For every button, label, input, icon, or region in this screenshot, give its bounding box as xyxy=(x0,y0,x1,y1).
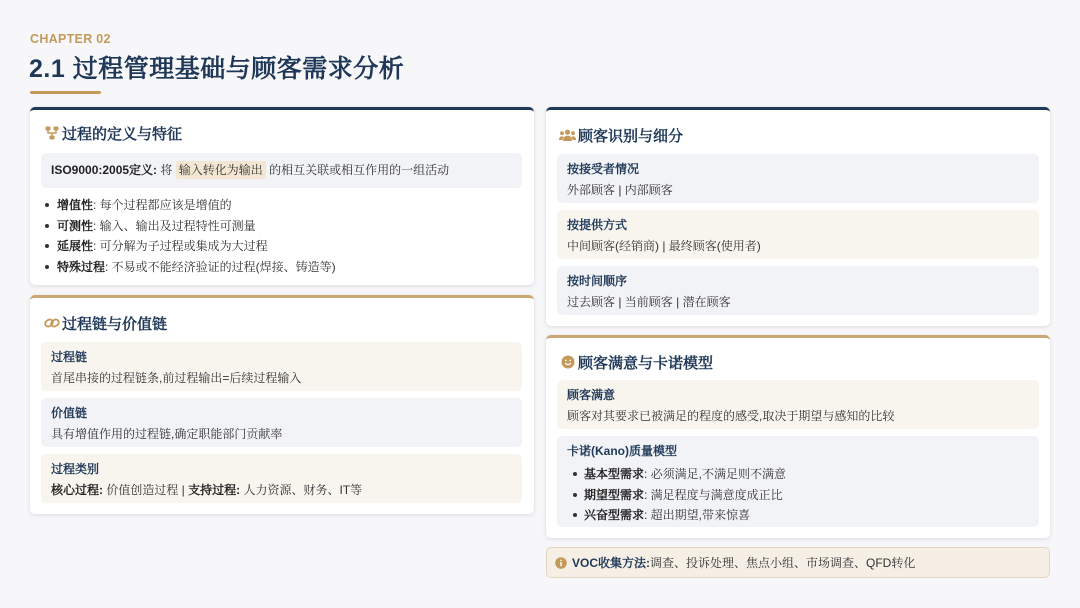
box-title: 过程链 xyxy=(51,350,88,364)
definition-label: ISO9000:2005定义: xyxy=(51,163,158,177)
feature-term: 增值性 xyxy=(57,198,94,212)
box-title: 按提供方式 xyxy=(567,218,628,232)
list-item xyxy=(44,236,336,257)
feature-term: 特殊过程 xyxy=(57,260,106,275)
kano-text: : 必须满足,不满足则不满意 xyxy=(644,467,787,481)
voc-label: VOC收集方法: xyxy=(572,556,651,570)
box-title: 按接受者情况 xyxy=(567,162,640,176)
process-features-list xyxy=(44,195,336,278)
voc-text: 调查、投诉处理、焦点小组、市场调查、QFD转化 xyxy=(650,556,916,570)
kano-term: 期望型需求 xyxy=(584,487,645,502)
support-label: 支持过程: xyxy=(188,483,241,497)
card-satisfaction-kano xyxy=(546,335,1050,538)
link-icon xyxy=(43,315,60,332)
segment-box-receiver xyxy=(557,154,1039,203)
box-title: 价值链 xyxy=(51,406,88,420)
process-flow-icon xyxy=(43,125,60,142)
value-chain-box xyxy=(41,398,522,447)
card-title: 顾客识别与细分 xyxy=(578,127,684,145)
definition-highlight: 输入转化为输出 xyxy=(176,161,266,179)
box-text: 首尾串接的过程链条,前过程输出=后续过程输入 xyxy=(51,371,302,385)
card-process-definition xyxy=(30,107,534,285)
box-title: 顾客满意 xyxy=(567,388,616,402)
voc-note xyxy=(546,547,1050,578)
feature-term: 可测性 xyxy=(57,218,94,233)
definition-box xyxy=(41,153,522,188)
kano-text: : 满足程度与满意度成正比 xyxy=(644,487,783,502)
card-customer-segmentation xyxy=(546,107,1050,326)
list-item xyxy=(44,195,336,216)
card-title: 过程链与价值链 xyxy=(62,315,168,333)
chapter-label: CHAPTER 02 xyxy=(30,32,111,46)
card-header xyxy=(559,351,713,373)
core-label: 核心过程: xyxy=(51,483,103,497)
box-title: 按时间顺序 xyxy=(567,274,628,288)
list-item xyxy=(567,485,1029,506)
list-item xyxy=(567,505,1029,526)
box-title: 卡诺(Kano)质量模型 xyxy=(567,444,677,458)
page-title: 2.1 过程管理基础与顾客需求分析 xyxy=(29,55,405,83)
kano-term: 基本型需求 xyxy=(584,467,645,481)
card-title: 顾客满意与卡诺模型 xyxy=(578,354,714,372)
list-item xyxy=(44,216,336,237)
process-chain-box xyxy=(41,342,522,391)
list-item xyxy=(44,257,336,278)
info-icon xyxy=(555,557,567,569)
feature-text: : 可分解为子过程或集成为大过程 xyxy=(93,239,268,254)
kano-box xyxy=(557,436,1039,527)
kano-term: 兴奋型需求 xyxy=(584,508,645,522)
support-text: 人力资源、财务、IT等 xyxy=(240,483,363,497)
box-title: 过程类别 xyxy=(51,462,100,476)
smile-icon xyxy=(559,354,576,371)
process-category-box xyxy=(41,454,522,503)
list-item xyxy=(567,464,1029,485)
segment-box-time xyxy=(557,266,1039,315)
title-underline xyxy=(30,91,101,94)
card-title: 过程的定义与特征 xyxy=(62,125,183,143)
feature-text: : 输入、输出及过程特性可测量 xyxy=(93,218,256,233)
card-header xyxy=(559,124,683,146)
segment-box-provision xyxy=(557,210,1039,259)
kano-text: : 超出期望,带来惊喜 xyxy=(644,508,751,522)
box-text: 具有增值作用的过程链,确定职能部门贡献率 xyxy=(51,427,283,441)
users-icon xyxy=(559,127,576,144)
satisfaction-box xyxy=(557,380,1039,429)
definition-post: 的相互关联或相互作用的一组活动 xyxy=(265,163,450,177)
card-header xyxy=(43,122,182,144)
card-process-chain xyxy=(30,295,534,514)
feature-text: : 每个过程都应该是增值的 xyxy=(93,198,232,212)
box-text: 过去顾客 | 当前顾客 | 潜在顾客 xyxy=(567,295,731,309)
box-text: 中间顾客(经销商) | 最终顾客(使用者) xyxy=(567,239,761,253)
card-header xyxy=(43,312,167,334)
box-text: 顾客对其要求已被满足的程度的感受,取决于期望与感知的比较 xyxy=(567,409,895,423)
feature-text: : 不易或不能经济验证的过程(焊接、铸造等) xyxy=(105,260,336,275)
kano-list xyxy=(567,464,1029,526)
feature-term: 延展性 xyxy=(57,239,94,254)
box-text xyxy=(51,482,512,499)
box-text: 外部顾客 | 内部顾客 xyxy=(567,183,673,197)
definition-pre: 将 xyxy=(157,163,176,177)
core-text: 价值创造过程 | xyxy=(103,483,189,497)
